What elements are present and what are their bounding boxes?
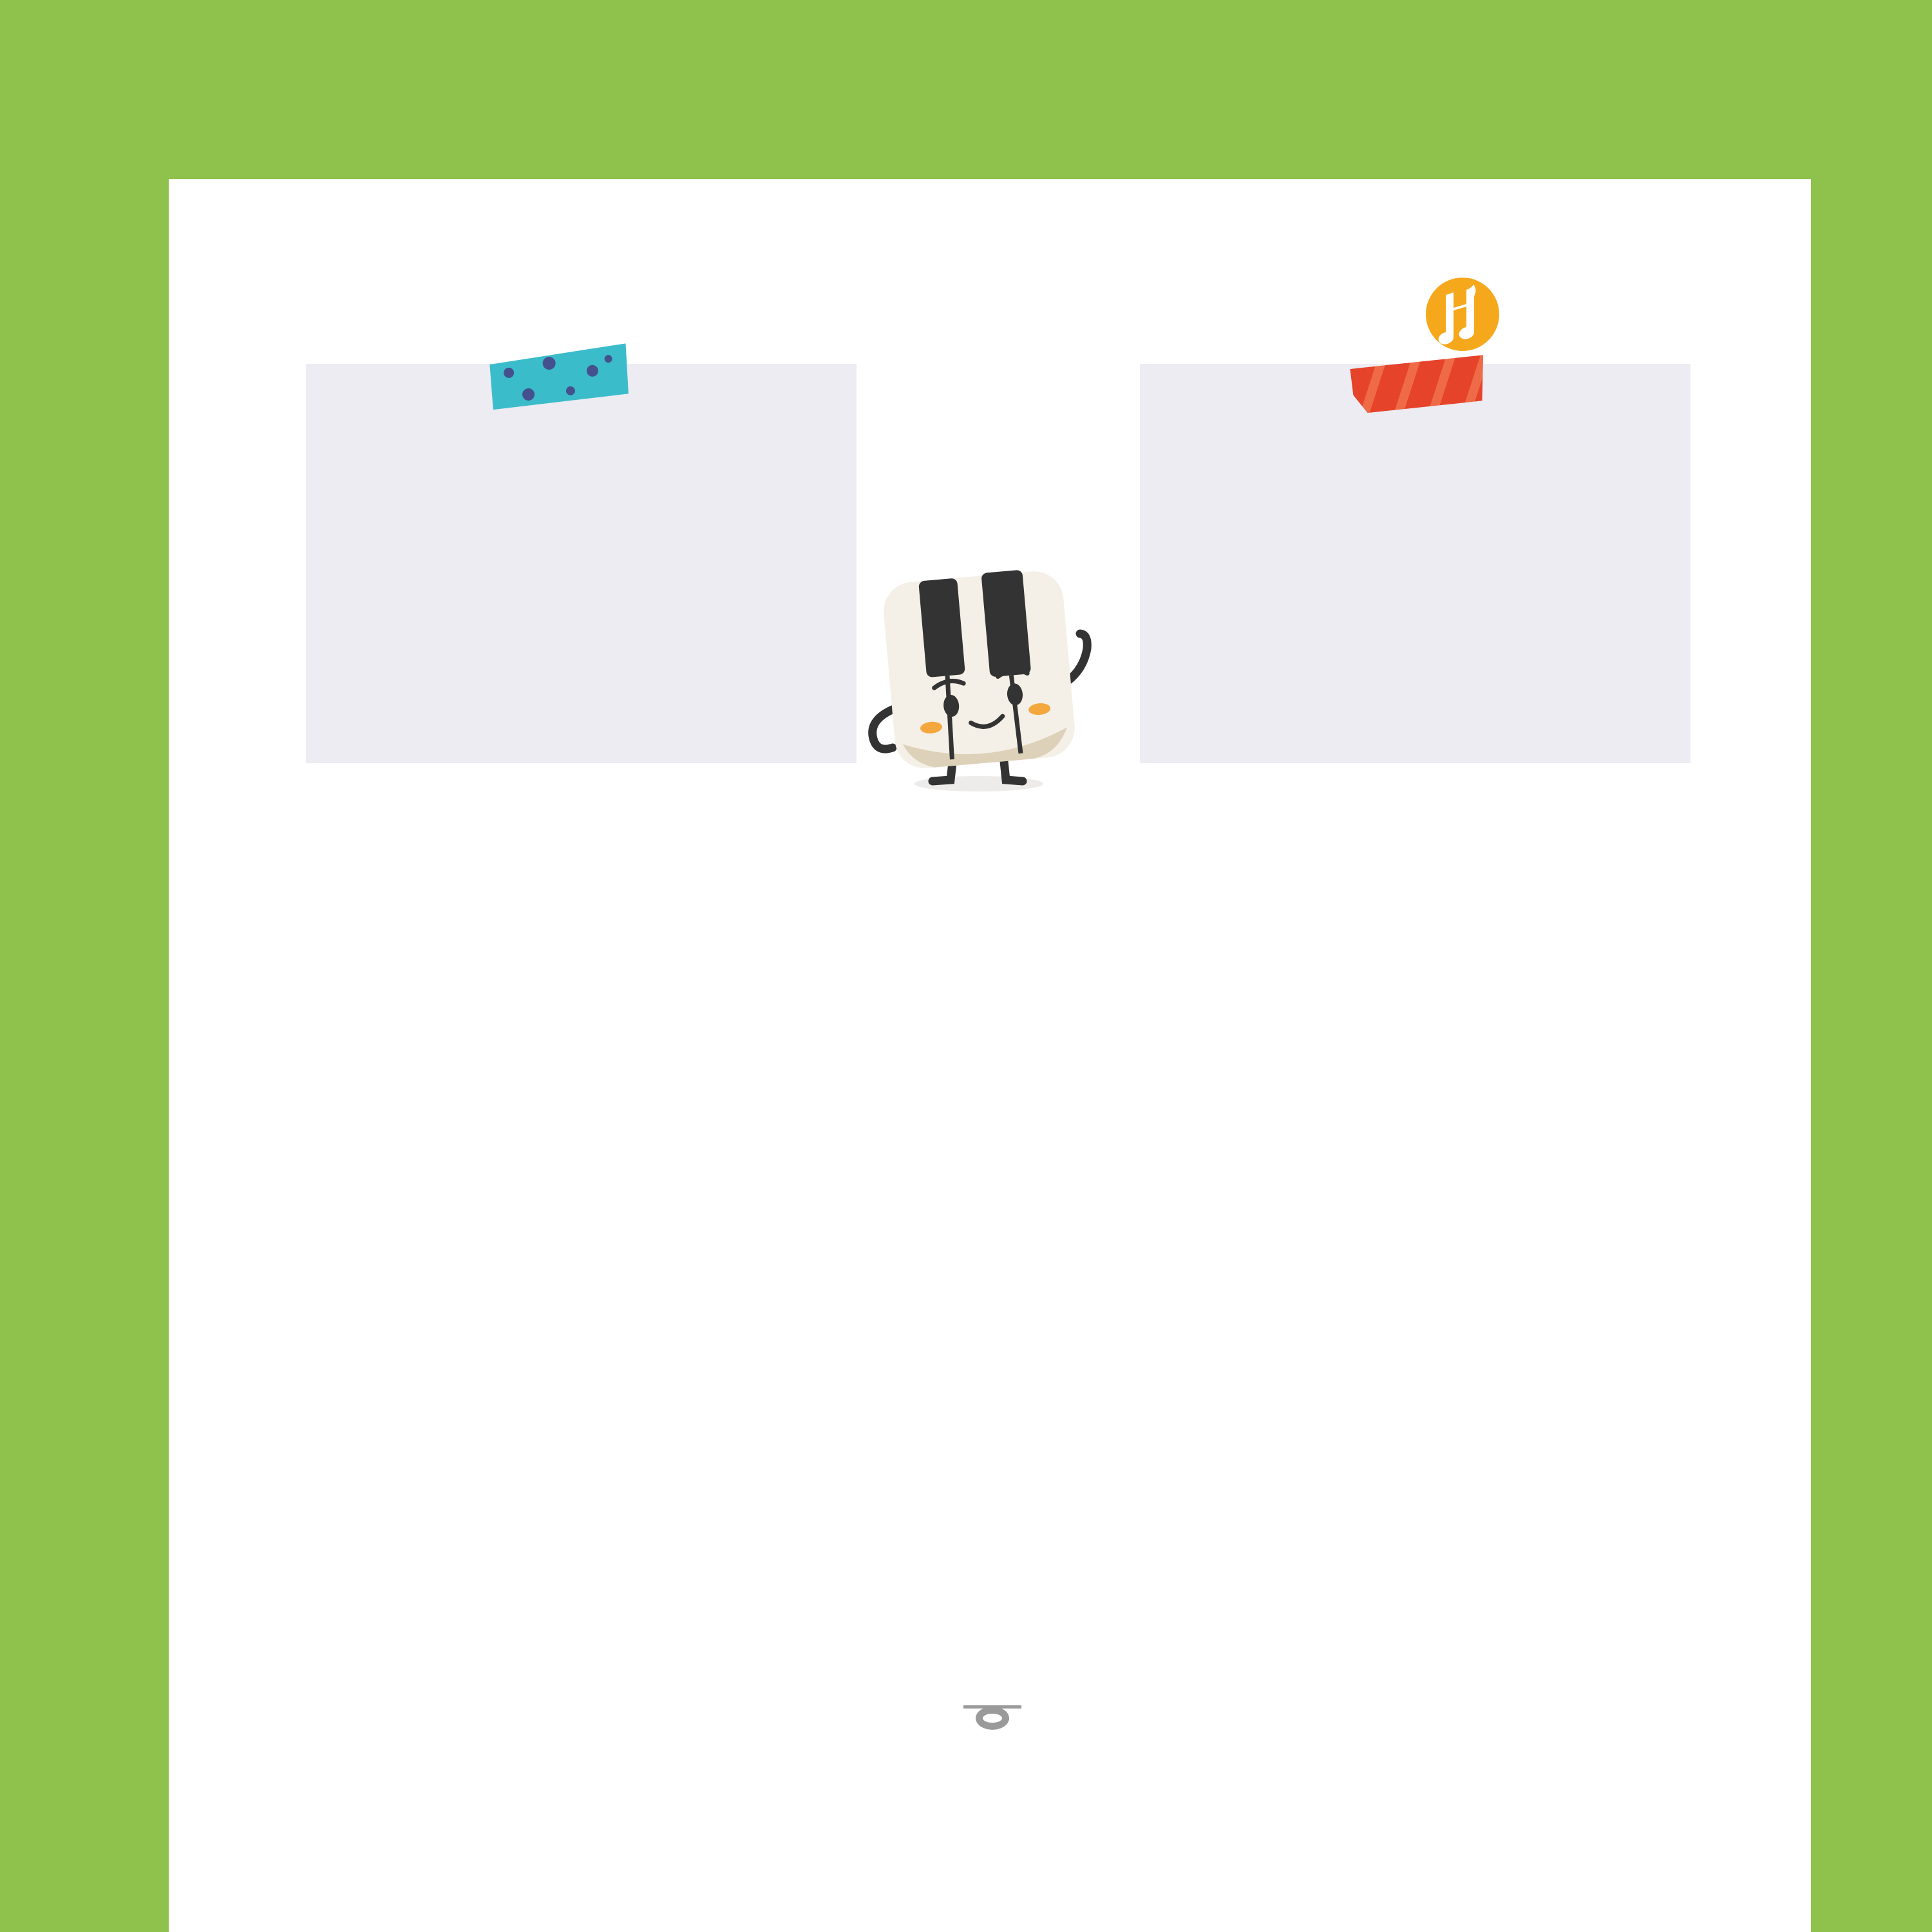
example-whole-note (976, 1707, 1009, 1730)
